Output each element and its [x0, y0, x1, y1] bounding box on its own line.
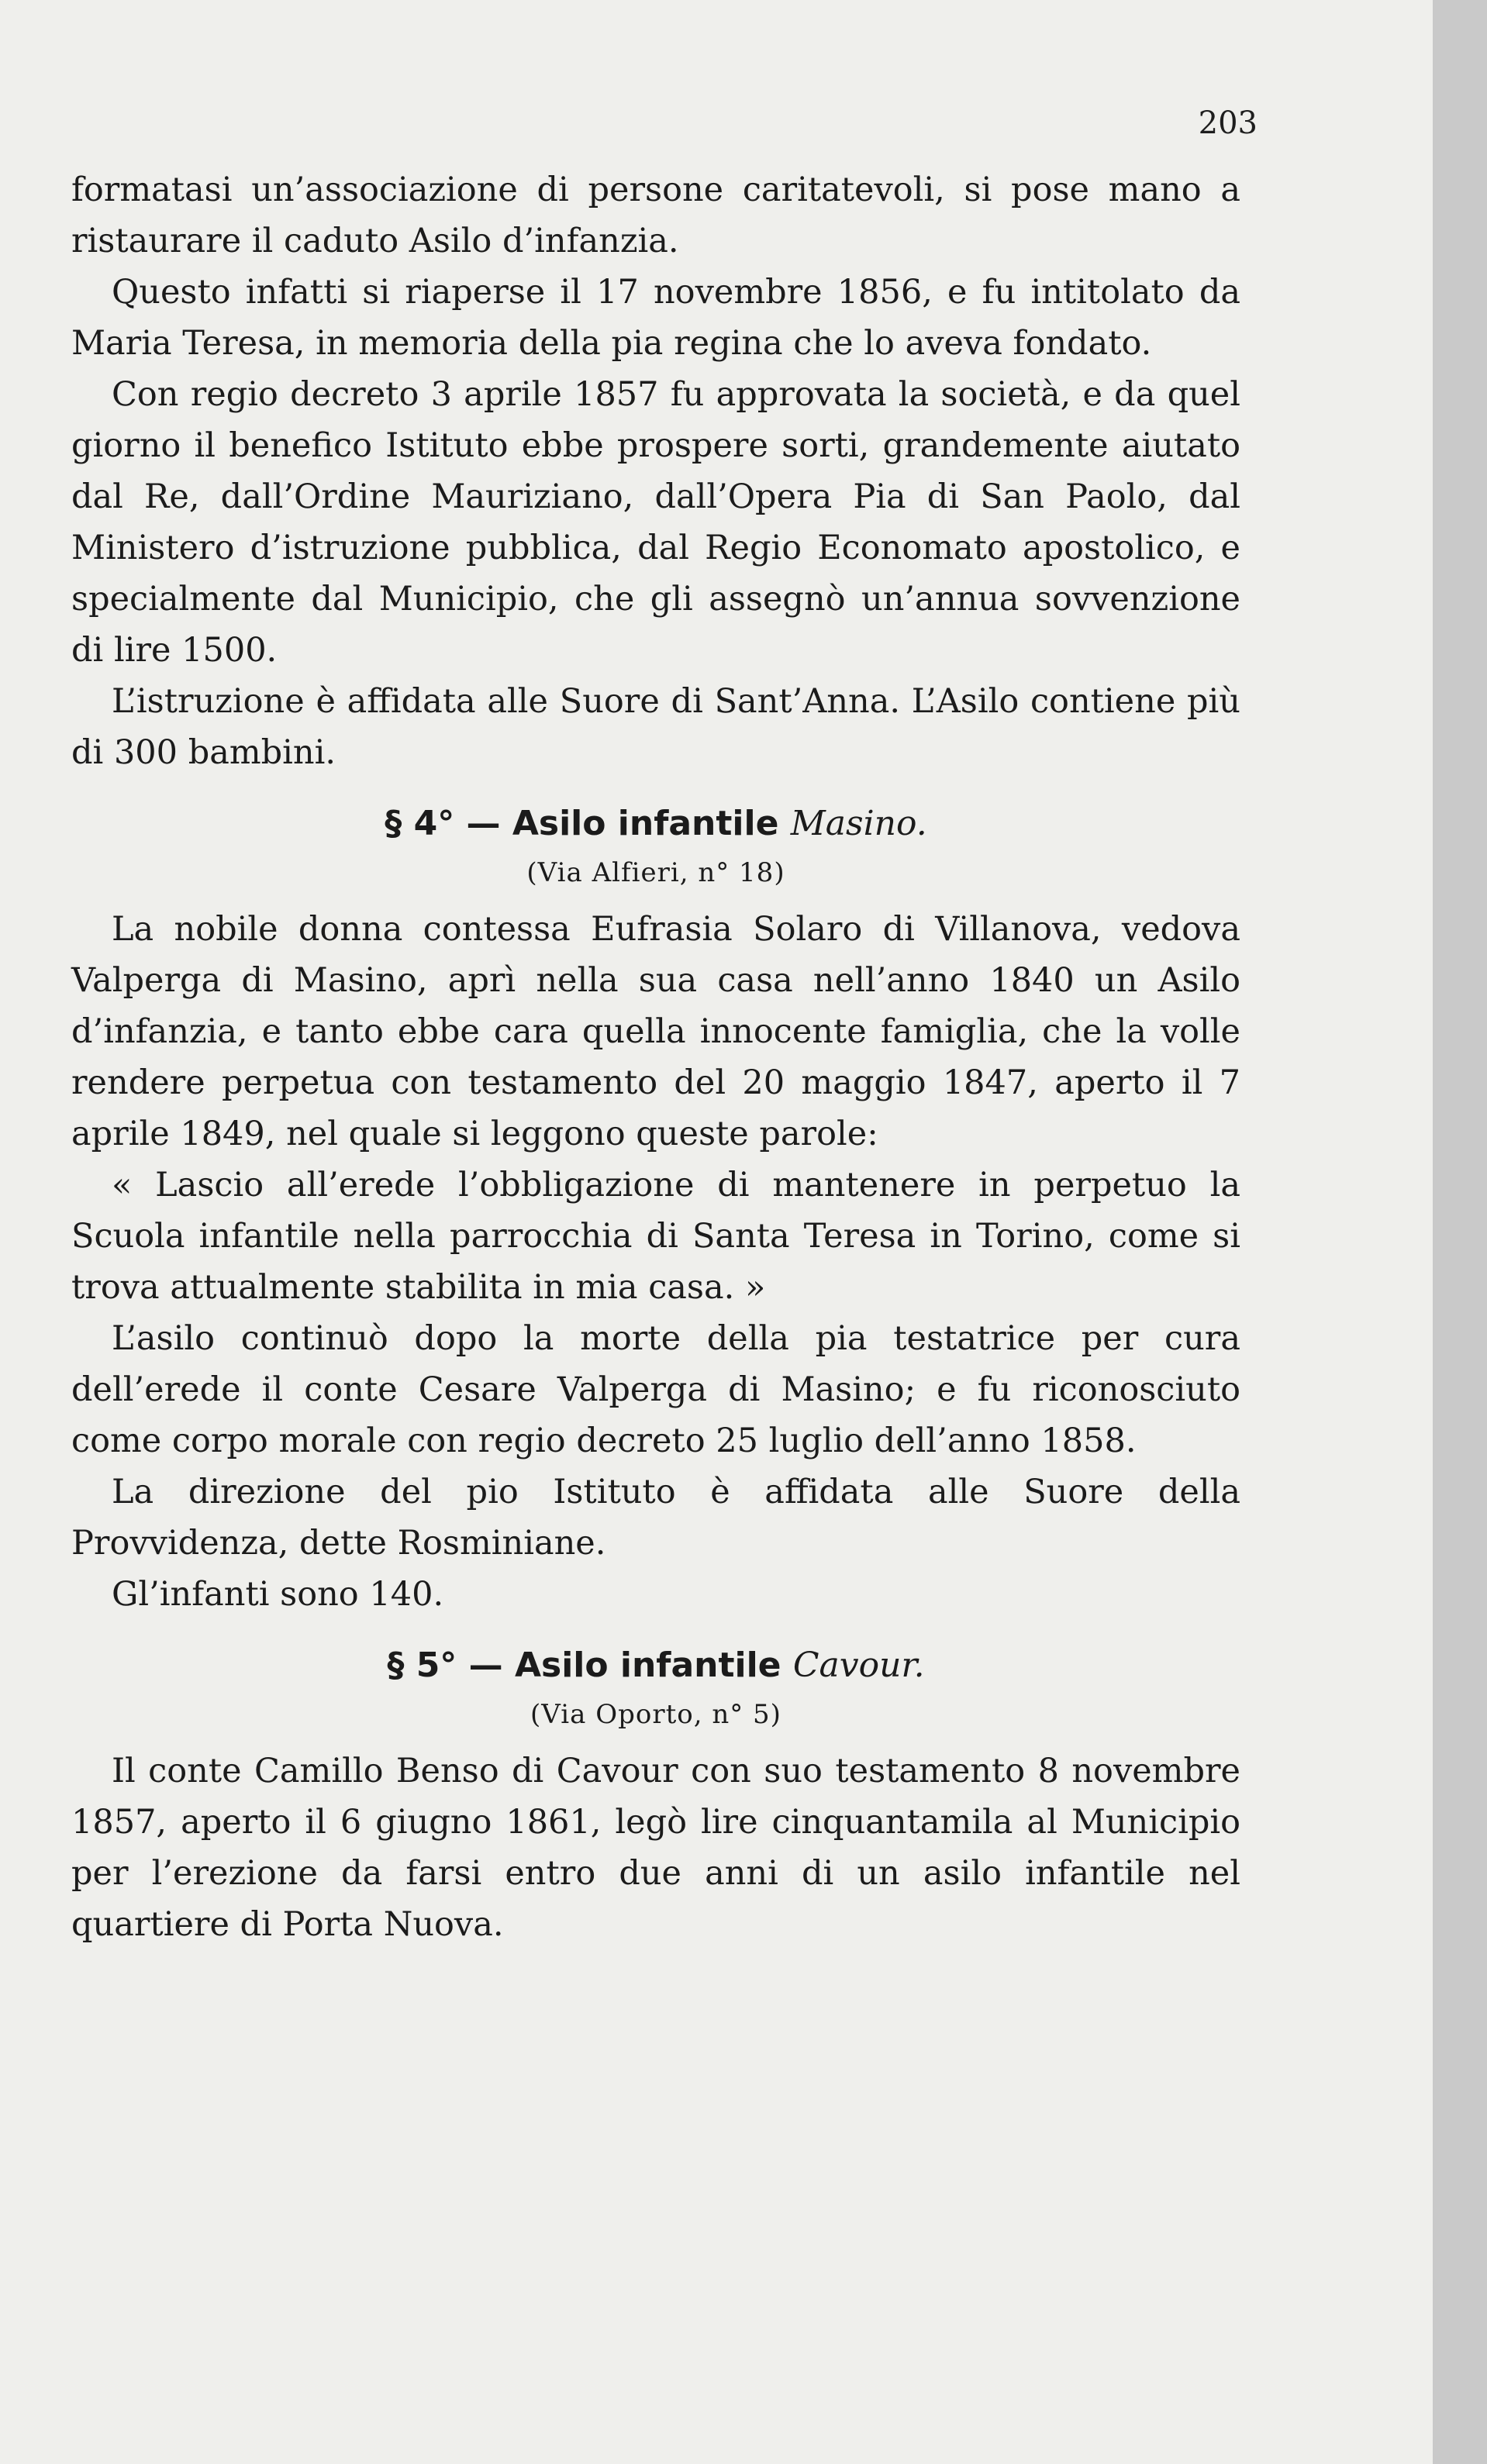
paragraph: L’istruzione è affidata alle Suore di Sant’Anna. L’Asilo contiene più di 300 bambini. [71, 682, 1240, 772]
paragraph: Gl’infanti sono 140. [112, 1575, 444, 1614]
section-heading-name: Cavour. [792, 1646, 925, 1685]
paragraph: Con regio decreto 3 aprile 1857 fu approvata la società, e da quel giorno il benefico Istituto ebbe prospere sorti, grandemente aiutato dal Re, dall’Ordine Mauriziano, dall’Opera Pia di San Paolo, dal Ministero d’istruzione pubblica, dal Regio Economato apostolico, e specialmente dal Municipio, che gli assegnò un’annua sovvenzione di lire 1500. [71, 375, 1240, 670]
page-number: 203 [1198, 105, 1258, 141]
section-heading-prefix: § 4° — Asilo infantile [385, 804, 791, 843]
quotation-paragraph: « Lascio all’erede l’obbligazione di mantenere in perpetuo la Scuola infantile nella parrocchia di Santa Teresa in Torino, come si trova attualmente stabilita in mia casa. » [71, 1166, 1240, 1307]
paragraph: Questo infatti si riaperse il 17 novembre 1856, e fu intitolato da Maria Teresa, in memoria della pia regina che lo aveva fondato. [71, 273, 1240, 363]
section-heading-5 [71, 1640, 1240, 1691]
page-edge-shadow [1433, 0, 1487, 2464]
page-body [71, 164, 1240, 1950]
paragraph: L’asilo continuò dopo la morte della pia testatrice per cura dell’erede il conte Cesare Valperga di Masino; e fu riconosciuto come corpo morale con regio decreto 25 luglio dell’anno 1858. [71, 1319, 1240, 1460]
paragraph: La nobile donna contessa Eufrasia Solaro di Villanova, vedova Valperga di Masino, aprì nella sua casa nell’anno 1840 un Asilo d’infanzia, e tanto ebbe cara quella innocente famiglia, che la volle rendere perpetua con testamento del 20 maggio 1847, aperto il 7 aprile 1849, nel quale si leggono queste parole: [71, 910, 1240, 1153]
paragraph: Il conte Camillo Benso di Cavour con suo testamento 8 novembre 1857, aperto il 6 giugno 1861, legò lire cinquantamila al Municipio per l’erezione da farsi entro due anni di un asilo infantile nel quartiere di Porta Nuova. [71, 1752, 1240, 1944]
section-address: (Via Alfieri, n° 18) [526, 857, 785, 888]
section-address: (Via Oporto, n° 5) [530, 1699, 781, 1730]
section-heading-4 [71, 798, 1240, 849]
section-heading-name: Masino. [790, 804, 927, 843]
section-heading-prefix: § 5° — Asilo infantile [387, 1646, 793, 1685]
paragraph-continued: formatasi un’associazione di persone caritatevoli, si pose mano a ristaurare il caduto Asilo d’infanzia. [71, 171, 1240, 260]
paragraph: La direzione del pio Istituto è affidata alle Suore della Provvidenza, dette Rosminiane. [71, 1473, 1240, 1563]
